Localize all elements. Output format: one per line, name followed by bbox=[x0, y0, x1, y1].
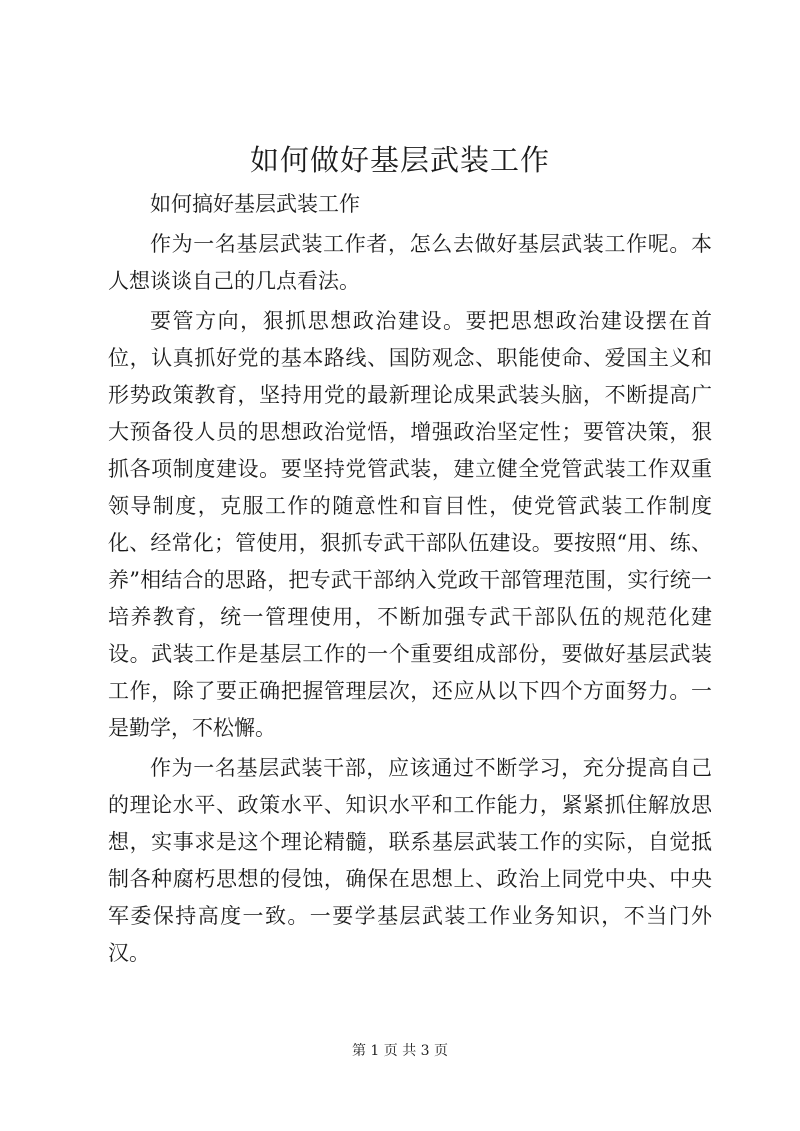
paragraph-study: 作为一名基层武装干部，应该通过不断学习，充分提高自己的理论水平、政策水平、知识水平和工作能力，紧紧抓住解放思想，实事求是这个理论精髓，联系基层武装工作的实际，自觉抵制各种腐朽思想的侵蚀，确保在思想上、政治上同党中央、中央军委保持高度一致。一要学基层武装工作业务知识，不当门外汉。 bbox=[108, 756, 712, 965]
document-body bbox=[108, 186, 712, 975]
paragraph-management: 要管方向，狠抓思想政治建设。要把思想政治建设摆在首位，认真抓好党的基本路线、国防观念、职能使命、爱国主义和形势政策教育，坚持用党的最新理论成果武装头脑，不断提高广大预备役人员的思想政治觉悟，增强政治坚定性；要管决策，狠抓各项制度建设。要坚持党管武装，建立健全党管武装工作双重领导制度，克服工作的随意性和盲目性，使党管武装工作制度化、经常化；管使用，狠抓专武干部队伍建设。要按照“用、练、养”相结合的思路，把专武干部纳入党政干部管理范围，实行统一培养教育，统一管理使用，不断加强专武干部队伍的规范化建设。武装工作是基层工作的一个重要组成部份，要做好基层武装工作，除了要正确把握管理层次，还应从以下四个方面努力。一是勤学，不松懈。 bbox=[108, 309, 712, 740]
paragraph-intro: 作为一名基层武装工作者，怎么去做好基层武装工作呢。本人想谈谈自己的几点看法。 bbox=[108, 232, 712, 293]
document-title: 如何做好基层武装工作 bbox=[249, 143, 550, 177]
page-footer: 第 1 页 共 3 页 bbox=[351, 1043, 449, 1059]
paragraph-subtitle: 如何搞好基层武装工作 bbox=[150, 192, 360, 216]
